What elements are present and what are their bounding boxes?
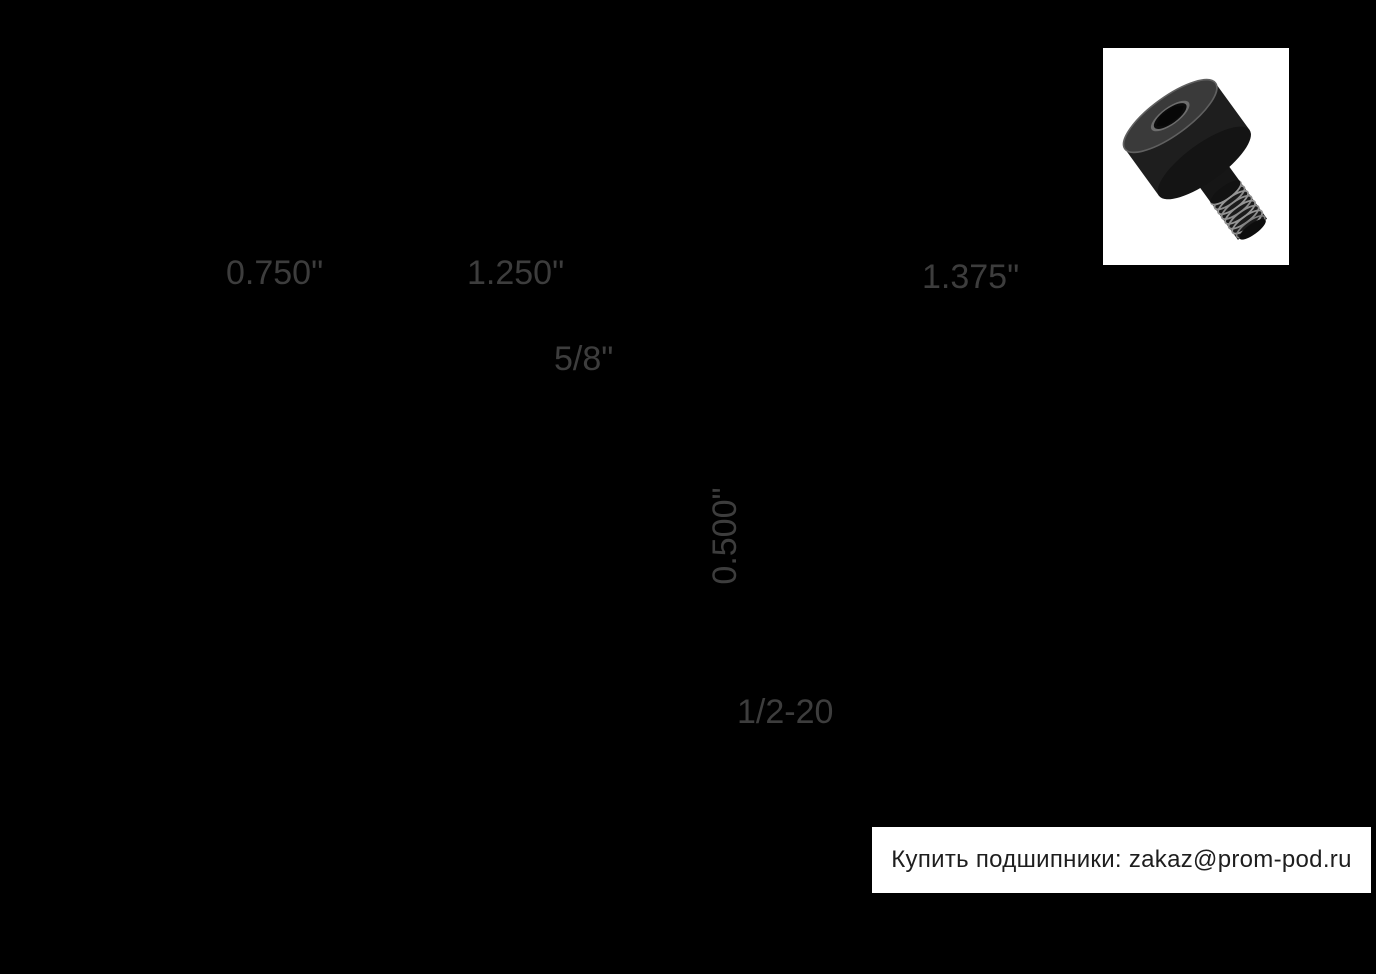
dim-label-roller-width: 0.750" <box>226 254 324 292</box>
dim-label-hex-socket-size: 5/8" <box>554 340 614 378</box>
dim-label-roller-diameter: 1.250" <box>467 254 565 292</box>
cam-follower-3d-render-icon <box>1103 48 1289 265</box>
dim-label-overall-length: 1.375" <box>922 258 1020 296</box>
dim-label-stud-diameter: 0.500" <box>706 487 744 585</box>
contact-banner-text: Купить подшипники: zakaz@prom-pod.ru <box>891 846 1352 873</box>
contact-banner <box>872 827 1371 893</box>
product-photo-box <box>1103 48 1289 265</box>
dim-label-thread-spec: 1/2-20 <box>737 693 834 731</box>
